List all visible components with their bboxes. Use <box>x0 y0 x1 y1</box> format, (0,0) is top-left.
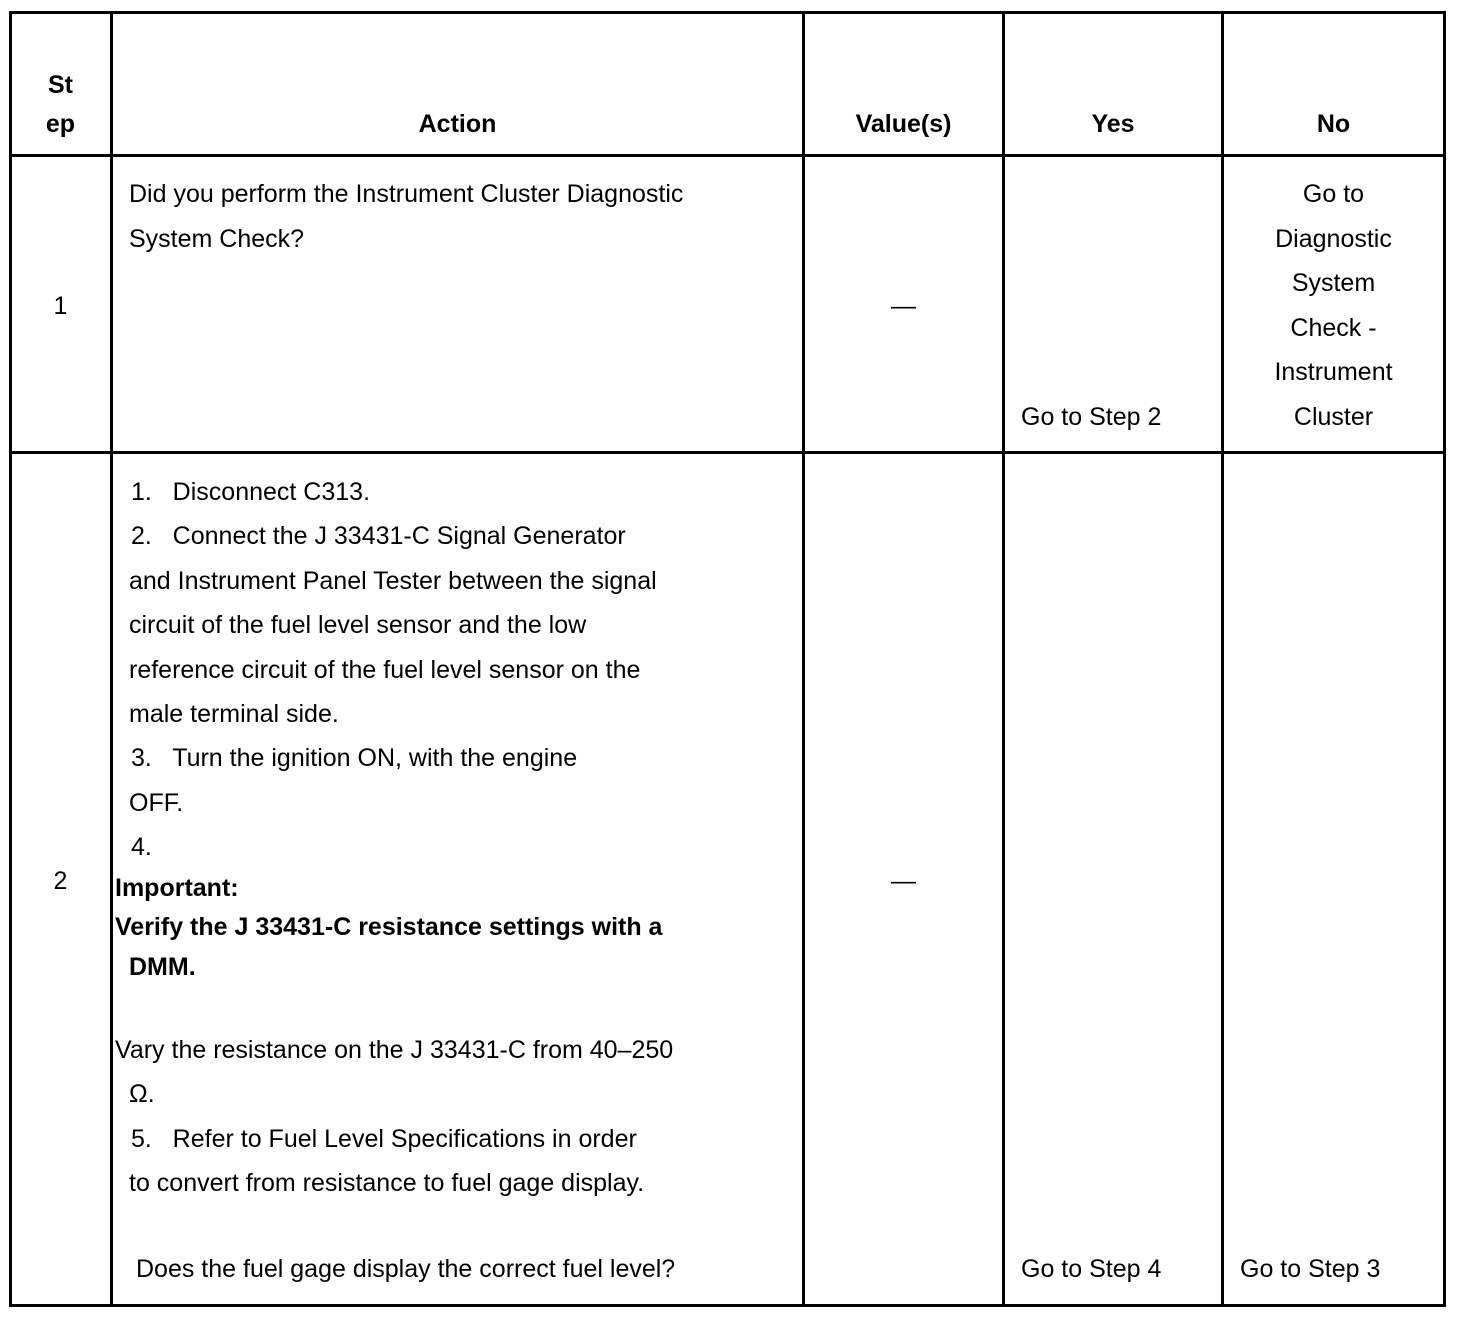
header-step-line2: ep <box>45 110 76 138</box>
table-border-left <box>9 11 12 1307</box>
header-action: Action <box>418 110 497 138</box>
row1-no-line: Diagnostic <box>1275 225 1392 253</box>
row1-action-line: Did you perform the Instrument Cluster Diagnostic <box>129 180 684 208</box>
row2-action-line: Vary the resistance on the J 33431-C from 40–250 <box>115 1036 674 1064</box>
table-border-bottom <box>9 1304 1446 1307</box>
column-divider <box>1002 11 1005 1307</box>
row1-no-line: Check - <box>1290 314 1377 342</box>
row2-action-line: OFF. <box>129 789 184 817</box>
row2-action-line: 2. Connect the J 33431-C Signal Generator <box>131 522 626 550</box>
row1-no-line: Cluster <box>1293 403 1374 431</box>
row2-yes: Go to Step 4 <box>1021 1255 1162 1283</box>
row2-value: — <box>891 867 916 895</box>
row2-action-line: 3. Turn the ignition ON, with the engine <box>131 744 578 772</box>
table-border-top <box>9 11 1446 14</box>
row1-step: 1 <box>53 292 68 320</box>
header-no: No <box>1316 110 1351 138</box>
row2-action-line: to convert from resistance to fuel gage display. <box>129 1169 645 1197</box>
row1-value: — <box>891 292 916 320</box>
row2-action-line: 5. Refer to Fuel Level Specifications in order <box>131 1125 637 1153</box>
row1-no-line: System <box>1291 269 1376 297</box>
column-divider <box>110 11 113 1307</box>
row2-action-line: circuit of the fuel level sensor and the low <box>129 611 587 639</box>
row-divider <box>9 451 1446 454</box>
column-divider <box>802 11 805 1307</box>
row1-yes: Go to Step 2 <box>1021 403 1162 431</box>
row1-no-line: Go to <box>1302 180 1365 208</box>
row2-step: 2 <box>53 867 68 895</box>
row1-no-line: Instrument <box>1274 358 1393 386</box>
header-yes: Yes <box>1091 110 1135 138</box>
table-border-right <box>1443 11 1446 1307</box>
row2-question: Does the fuel gage display the correct fuel level? <box>136 1255 676 1283</box>
important-note-line: DMM. <box>129 953 196 981</box>
row2-action-line: Ω. <box>129 1080 155 1108</box>
row2-action-line: reference circuit of the fuel level sensor on the <box>129 656 641 684</box>
important-label: Important: <box>115 874 239 902</box>
row2-action-line: and Instrument Panel Tester between the signal <box>129 567 657 595</box>
row2-action-line: male terminal side. <box>129 700 339 728</box>
important-note-line: Verify the J 33431-C resistance settings with a <box>115 913 663 941</box>
row1-action-line: System Check? <box>129 225 305 253</box>
header-divider <box>9 154 1446 157</box>
row2-no: Go to Step 3 <box>1240 1255 1381 1283</box>
diagnostic-table <box>9 11 1446 1307</box>
header-values: Value(s) <box>855 110 952 138</box>
row2-action-line: 4. <box>131 833 152 861</box>
row2-action-line: 1. Disconnect C313. <box>131 478 371 506</box>
header-step-line1: St <box>48 71 73 99</box>
